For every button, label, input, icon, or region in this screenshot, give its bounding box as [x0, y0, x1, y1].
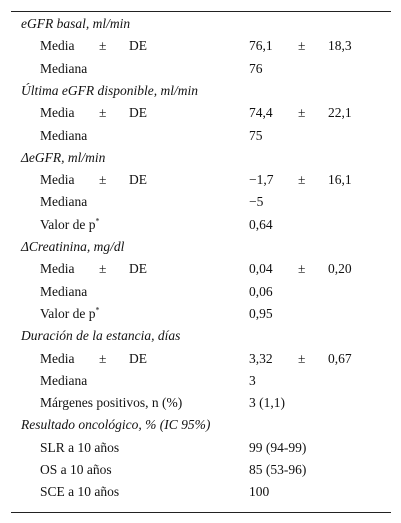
row-value: 3 (1,1) [249, 395, 285, 411]
section-header: Resultado oncológico, % (IC 95%) [21, 417, 211, 433]
plus-minus-symbol: ± [298, 38, 306, 54]
table-row [11, 459, 391, 481]
row-label: OS a 10 años [40, 462, 112, 477]
row-label: Mediana [40, 372, 88, 388]
table-row [11, 303, 391, 325]
footnote-marker: * [95, 305, 100, 315]
table-row [11, 281, 391, 303]
section-header: Duración de la estancia, días [21, 328, 181, 344]
footnote-marker: * [95, 216, 100, 226]
table-bottom-rule [11, 512, 391, 513]
row-label: Valor de p [40, 305, 96, 321]
table-row [11, 348, 391, 370]
row-label: Mediana [40, 127, 88, 143]
row-label: Mediana [40, 283, 88, 299]
row-label: SLR a 10 años [40, 439, 120, 455]
table-row [11, 214, 391, 236]
row-label-with-footnote [40, 214, 99, 236]
plus-minus-symbol: ± [99, 38, 107, 54]
section-header: Última eGFR disponible, ml/min [21, 82, 198, 98]
section-header: ΔCreatinina, mg/dl [21, 239, 125, 254]
table-row [11, 125, 391, 147]
plus-minus-symbol: ± [99, 105, 107, 121]
plus-minus-symbol: ± [298, 105, 306, 121]
stat-label: DE [129, 105, 147, 121]
section-header: ΔeGFR, ml/min [21, 149, 106, 165]
row-value: 0,64 [249, 216, 273, 232]
row-value: 3 [249, 372, 256, 388]
row-value: 76 [249, 60, 263, 76]
section-header: eGFR basal, ml/min [21, 16, 131, 31]
table-row [11, 481, 391, 503]
table-row [11, 102, 391, 124]
table-row [11, 191, 391, 213]
table-row [11, 392, 391, 414]
plus-minus-symbol: ± [298, 172, 306, 188]
stat-label: DE [129, 261, 147, 277]
row-label: Mediana [40, 60, 88, 76]
row-sd: 0,67 [328, 350, 352, 366]
table-row [11, 258, 391, 280]
plus-minus-symbol: ± [298, 350, 306, 366]
row-label: Valor de p [40, 216, 96, 232]
table-top-rule [11, 11, 391, 12]
row-label: Media [40, 105, 75, 121]
row-sd: 22,1 [328, 105, 352, 121]
row-value: 85 (53-96) [249, 462, 307, 477]
plus-minus-symbol: ± [99, 261, 107, 277]
table-row [11, 35, 391, 57]
row-value: 76,1 [249, 38, 273, 54]
table-row [11, 169, 391, 191]
row-value: 74,4 [249, 105, 273, 121]
row-value: 0,06 [249, 283, 273, 299]
row-label-with-footnote [40, 303, 99, 325]
plus-minus-symbol: ± [99, 172, 107, 188]
row-label: Media [40, 38, 75, 54]
stat-label: DE [129, 38, 147, 54]
table-row [11, 370, 391, 392]
row-sd: 16,1 [328, 172, 352, 188]
row-value: 0,95 [249, 305, 273, 321]
row-value: 75 [249, 127, 263, 143]
row-label: SCE a 10 años [40, 484, 120, 500]
row-value: −1,7 [249, 172, 274, 188]
plus-minus-symbol: ± [99, 350, 107, 366]
row-value: 3,32 [249, 350, 273, 366]
row-sd: 0,20 [328, 261, 352, 277]
row-value: 100 [249, 484, 270, 500]
row-value: −5 [249, 194, 264, 210]
row-sd: 18,3 [328, 38, 352, 54]
table-row [11, 437, 391, 459]
row-label: Media [40, 172, 75, 188]
plus-minus-symbol: ± [298, 261, 306, 277]
row-label: Márgenes positivos, n (%) [40, 395, 183, 411]
results-table [11, 11, 391, 513]
row-value: 99 (94-99) [249, 439, 307, 455]
row-label: Media [40, 350, 75, 366]
row-label: Mediana [40, 194, 88, 210]
stat-label: DE [129, 172, 147, 188]
stat-label: DE [129, 350, 147, 366]
table-row [11, 58, 391, 80]
row-value: 0,04 [249, 261, 273, 277]
row-label: Media [40, 261, 75, 277]
